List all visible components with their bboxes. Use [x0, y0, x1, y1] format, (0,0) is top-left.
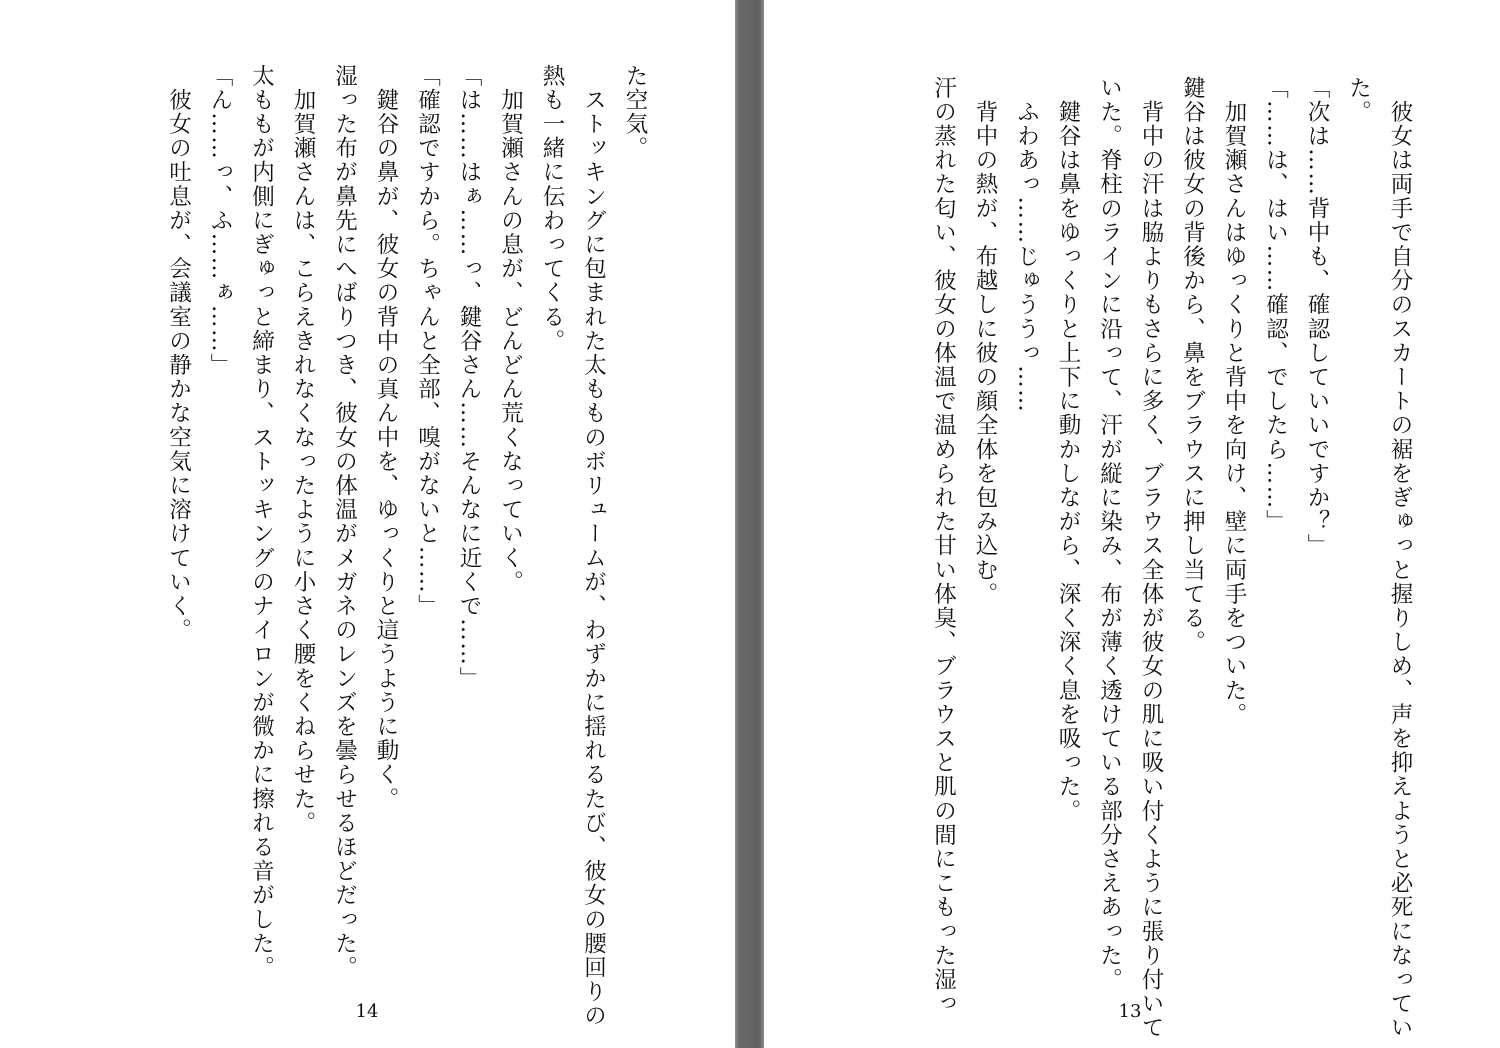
text-line: 鍵谷は鼻をゆっくりと上下に動かしながら、深く深く息を吸った。: [1055, 76, 1081, 824]
text-line: 加賀瀬さんはゆっくりと背中を向け、壁に両手をついた。: [1221, 76, 1247, 727]
text-line: 湿った布が鼻先にへばりつき、彼女の体温がメガネのレンズを曇らせるほどだった。: [331, 64, 358, 980]
text-line: 鍵谷は彼女の背後から、鼻をブラウスに押し当てる。: [1179, 76, 1206, 655]
text-line: た空気。: [622, 64, 648, 161]
text-line: ふわあっ……じゅううっ……: [1013, 76, 1040, 414]
page-number: 14: [355, 1001, 379, 1022]
text-line: 背中の熱が、布越しに彼の顔全体を包み込む。: [972, 76, 998, 607]
book-gutter: [735, 0, 764, 1048]
text-line: 彼女は両手で自分のスカートの裾をぎゅっと握りしめ、声を抑えようと必死になってい: [1387, 76, 1413, 1040]
text-line: 加賀瀬さんは、こらえきれなくなったように小さく腰をくねらせた。: [290, 64, 316, 836]
text-line: 「……は、はい……確認、でしたら……」: [1262, 76, 1289, 534]
right-page: [764, 0, 1500, 1048]
text-line: 「は……はぁ……っ、鍵谷さん……そんなに近くで……」: [456, 64, 482, 691]
page-number: 13: [1118, 1001, 1142, 1022]
left-page: [0, 0, 735, 1048]
text-line: た。: [1345, 76, 1372, 125]
text-line: いた。脊柱のラインに沿って、汗が縦に染み、布が薄く透けている部分さえあった。: [1096, 76, 1123, 992]
text-line: 汗の蒸れた匂い、彼女の体温で温められた甘い体臭、ブラウスと肌の間にこもった湿っ: [930, 76, 957, 1016]
text-line: 太ももが内側にぎゅっと締まり、ストッキングのナイロンが微かに擦れる音がした。: [248, 64, 275, 980]
text-line: ストッキングに包まれた太もものボリュームが、わずかに揺れるたび、彼女の腰回りの: [580, 64, 607, 1028]
text-line: 彼女の吐息が、会議室の静かな空気に溶けていく。: [165, 64, 192, 643]
text-line: 「ん……っ、ふ……ぁ……」: [207, 64, 233, 378]
text-line: 熱も一緒に伝わってくる。: [539, 64, 565, 354]
text-line: 鍵谷の鼻が、彼女の背中の真ん中を、ゆっくりと這うように動く。: [373, 64, 399, 812]
text-line: 「確認ですから。ちゃんと全部、嗅がないと……」: [414, 64, 441, 619]
text-line: 加賀瀬さんの息が、どんどん荒くなっていく。: [497, 64, 524, 595]
text-line: 背中の汗は脇よりもさらに多く、ブラウス全体が彼女の肌に吸い付くように張り付いて: [1138, 76, 1164, 1040]
text-line: 「次は……背中も、確認していいですか？」: [1304, 76, 1330, 558]
